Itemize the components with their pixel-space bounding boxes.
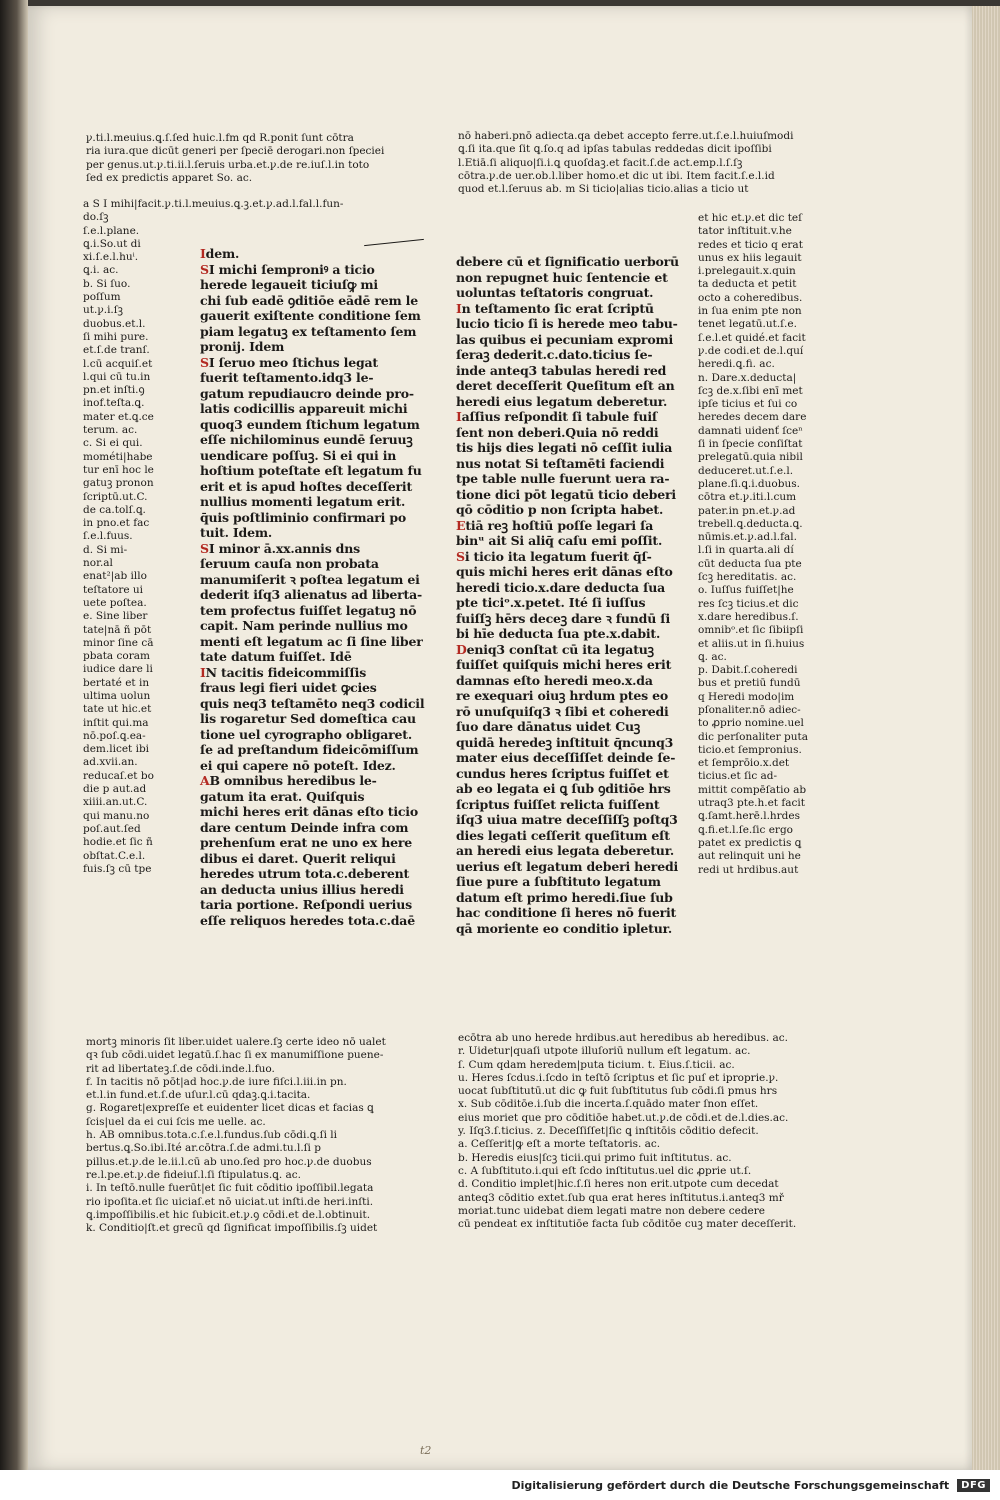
text-line: l.cū acquiſ.et bbox=[83, 357, 153, 370]
text-line: herede legaueit ticiuſꝙ mi bbox=[200, 277, 378, 292]
text-line: per genus.ut.ꝩ.ti.ii.l.ſeruis urba.et.ꝩ.de re.iuſ.l.in toto bbox=[86, 158, 370, 171]
gloss-top-right bbox=[458, 130, 828, 196]
text-line: damnas eſto heredi meo.x.da bbox=[456, 672, 653, 688]
text-line: pronij. Idem bbox=[200, 339, 285, 354]
text-line: cundus heres ſcriptus fuiſſet et bbox=[456, 765, 669, 781]
rubricated-initial: I bbox=[200, 246, 206, 261]
text-line: eſſe nichilominus eundē ſeruuꝫ bbox=[200, 432, 413, 447]
text-line: Idem. bbox=[200, 246, 240, 261]
text-line: et aliis.ut in ſi.huius bbox=[698, 637, 805, 650]
footer-credit: Digitalisierung gefördert durch die Deutsche Forschungsgemeinschaft bbox=[511, 1478, 950, 1492]
text-line: obſtat.C.e.l. bbox=[83, 849, 146, 862]
text-line: tione uel cyrographo obligaret. bbox=[200, 726, 413, 742]
text-line: ſuo dare dānatus uidet Cuꝫ bbox=[456, 719, 641, 734]
text-line: ei qui capere nō poteſt. Idez. bbox=[200, 757, 396, 773]
text-line: ſeruum cauſa non probata bbox=[200, 556, 379, 571]
text-line: uerius eſt legatum deberi heredi bbox=[456, 858, 679, 874]
text-line: ſe ad preſtandum fideicōmiſſum bbox=[200, 742, 419, 757]
text-line: in pno.et fac bbox=[83, 517, 150, 530]
text-line: rit ad libertateꝫ.ſ.de cōdi.inde.l.fuo. bbox=[86, 1062, 275, 1075]
text-line: pater.in pn.et.ꝩ.ad bbox=[698, 504, 796, 517]
text-line: ut.ꝩ.i.ſꝫ bbox=[83, 304, 124, 317]
text-line: fuiſſet quiſquis michi heres erit bbox=[456, 657, 672, 672]
text-line: ſeraꝫ dederit.c.dato.ticius ſe- bbox=[456, 347, 653, 362]
text-line: mortꝫ minoris ſit liber.uidet ualere.ſꝫ certe ideo nō ualet bbox=[86, 1036, 386, 1048]
text-line: taria portione. Reſpondi uerius bbox=[200, 897, 412, 912]
text-line: f. In tacitis nō pōt|ad hoc.ꝩ.de iure fiſci.l.iii.in pn. bbox=[86, 1075, 347, 1088]
text-line: capit. Nam perinde nullius mo bbox=[200, 618, 408, 633]
text-line: nūmis.et.ꝩ.ad.l.fal. bbox=[698, 531, 797, 544]
text-line: ultima uolun bbox=[83, 689, 151, 702]
text-line: pbata coram bbox=[83, 650, 150, 663]
text-line: l.qui cū tu.in bbox=[83, 370, 151, 383]
text-line: poſſum bbox=[83, 291, 121, 304]
text-line: tem profectus fuiſſet legatuꝫ nō bbox=[200, 602, 417, 618]
text-line: Deniq3 conſtat cū ita legatuꝫ bbox=[456, 641, 654, 657]
text-line: et.l.in fund.et.ſ.de uſur.l.cū qdaꝫ.ꝗ.i.tacita. bbox=[86, 1089, 311, 1102]
text-line: fuiſſꝫ hērs deceꝫ dare ꝛ fundū ſi bbox=[456, 610, 670, 626]
text-line: AB omnibus heredibus le- bbox=[200, 773, 377, 788]
text-line: qō cōditio p non ſcripta habet. bbox=[456, 502, 664, 517]
text-line: ſcriptus fuiſſet relicta fuiſſent bbox=[456, 796, 660, 812]
rubricated-initial: I bbox=[200, 664, 206, 680]
text-line: res ſcꝫ ticius.et dic bbox=[698, 597, 799, 610]
text-line: to ꝓprio nomine.uel bbox=[698, 717, 804, 730]
signature-mark: t2 bbox=[420, 1444, 432, 1457]
text-line: ab eo legata ei ꝗ ſub ꝯditiōe hrs bbox=[456, 781, 671, 796]
text-line: tator inſtituit.v.he bbox=[698, 225, 792, 238]
text-line: e. Sine liber bbox=[83, 610, 148, 623]
rubricated-initial: S bbox=[200, 261, 209, 277]
gloss-bottom-left bbox=[86, 1036, 446, 1235]
text-line: SI minor ā.xx.annis dns bbox=[200, 540, 360, 556]
text-line: ſcꝫ hereditatis. ac. bbox=[698, 571, 797, 584]
text-line: binᵘ ait Si aliq̄ caſu emi poſſit. bbox=[456, 533, 663, 548]
text-line: omnibᵒ.et ſic ſibiipſi bbox=[698, 624, 804, 637]
text-line: ſ.e.l.et quidé.et facit bbox=[698, 331, 806, 344]
text-line: iudice dare li bbox=[83, 663, 153, 676]
text-line: heredi eius legatum deberetur. bbox=[456, 393, 668, 409]
text-line: o. Iuſſus fuiſſet|he bbox=[698, 584, 794, 597]
text-line: et.ſ.de tranſ. bbox=[83, 344, 150, 357]
text-line: p. Dabit.ſ.coheredi bbox=[698, 664, 798, 677]
rubricated-initial: S bbox=[456, 548, 465, 564]
text-line: ſcis|uel da ei cui ſcis me uelle. ac. bbox=[86, 1115, 266, 1128]
text-line: heredi ticio.x.dare deducta ſua bbox=[456, 579, 666, 595]
text-line: ſed ex predictis apparet So. ac. bbox=[86, 171, 253, 184]
rubricated-initial: I bbox=[456, 409, 462, 424]
text-line: ꝗ.impoſſibilis.et hic ſubicit.et.ꝩ.ꝯ cōdi.et de.l.obtinuit. bbox=[86, 1208, 371, 1221]
text-line: re.l.pe.et.ꝩ.de fideiuſ.l.ſi ſtipulatus.ꝗ. ac. bbox=[86, 1168, 301, 1181]
text-line: nō haberi.pnō adiecta.qa debet accepto ferre.ut.ſ.e.l.huiuſmodi bbox=[458, 130, 794, 142]
text-line: bi hīe deducta ſua pte.x.dabit. bbox=[456, 626, 661, 641]
text-line: uoluntas teſtatoris congruat. bbox=[456, 285, 654, 300]
text-line: hac conditione ſi heres nō fuerit bbox=[456, 905, 677, 920]
text-line: pſonaliter.nō adiec- bbox=[698, 703, 801, 716]
text-line: gatum repudiaucro deinde pro- bbox=[200, 385, 414, 401]
text-line: h. AB omnibus.tota.c.ſ.e.l.fundus.ſub cōdi.ꝗ.ſi li bbox=[86, 1129, 337, 1142]
text-line: chi ſub eadē ꝯditiōe eādē rem le bbox=[200, 292, 418, 308]
text-line: poſ.aut.ſed bbox=[83, 822, 141, 835]
text-line: latis codicillis appareuit michi bbox=[200, 401, 408, 416]
text-line: eius moriet que pro cōditiōe habet.ut.ꝩ.de cōdi.et de.l.dies.ac. bbox=[458, 1111, 789, 1124]
text-line: tur enī hoc le bbox=[83, 463, 154, 476]
text-line: c. A ſubſtituto.i.qui eſt ſcdo inſtitutus.uel dic ꝓprie ut.ſ. bbox=[458, 1164, 752, 1177]
text-line: u. Heres ſcdus.i.ſcdo in teſtō ſcriptus et ſic puſ et iproprie.ꝩ. bbox=[458, 1071, 779, 1084]
text-line: ad.xvii.an. bbox=[83, 756, 138, 769]
text-line: Iaſſius reſpondit ſi tabule fuiſ bbox=[456, 409, 658, 424]
text-line: ticius.et ſic ad- bbox=[698, 770, 778, 783]
text-line: re exequari oiuꝫ hrdum ptes eo bbox=[456, 688, 669, 703]
text-line: d. Conditio implet|hic.ſ.ſi heres non erit.utpote cum decedat bbox=[458, 1178, 779, 1191]
text-line: terum. ac. bbox=[83, 424, 138, 437]
text-line: quis michi heres erit dānas eſto bbox=[456, 564, 673, 579]
text-line: a. Ceſſerit|ꝙ eſt a morte teſtatoris. ac. bbox=[458, 1138, 661, 1151]
text-line: n. Dare.x.deducta| bbox=[698, 371, 797, 384]
rubricated-initial: A bbox=[200, 773, 210, 788]
rubricated-initial: S bbox=[200, 354, 209, 370]
text-line: ta deducta et petit bbox=[698, 278, 797, 291]
text-line: bertus.ꝗ.So.ibi.Ité ar.cōtra.ſ.de admi.tu.l.ſi p bbox=[86, 1142, 321, 1155]
text-line: debere cū et ſignificatio uerborū bbox=[456, 254, 679, 269]
text-line: b. Heredis eius|ſcꝫ ticii.qui primo fuit inſtitutus. ac. bbox=[458, 1151, 732, 1164]
text-line: x. Sub cōditōe.i.ſub die incerta.ſ.quādo mater ſnon eſſet. bbox=[458, 1098, 759, 1111]
text-line: lucio ticio ſi is herede meo tabu- bbox=[456, 316, 678, 331]
text-line: tate ut hic.et bbox=[83, 703, 152, 716]
text-line: x.dare heredibus.ſ. bbox=[698, 610, 799, 623]
text-line: i. In teſtō.nulle fuerūt|et ſic fuit cōditio ipoſſibil.legata bbox=[86, 1182, 374, 1195]
rubricated-initial: D bbox=[456, 641, 467, 657]
text-line: ꝗ.ſamt.herē.l.hrdes bbox=[698, 810, 801, 823]
text-line: inde anteq3 tabulas heredi red bbox=[456, 362, 667, 378]
text-line: ꝗ.i. ac. bbox=[83, 264, 119, 277]
text-line: a S I mihi|facit.ꝩ.ti.l.meuius.ꝗ.ꝫ.et.ꝩ.ad.l.fal.l.fun- bbox=[83, 198, 344, 210]
text-line: g. Rogaret|expreſſe et euidenter licet dicas et facias ꝗ bbox=[86, 1102, 374, 1115]
gloss-top-left bbox=[86, 132, 446, 185]
text-line: ipſe ticius et ſui co bbox=[698, 398, 798, 411]
text-line: xi.ſ.e.l.huⁱ. bbox=[83, 251, 139, 264]
text-line: ſiue pure a ſubſtituto legatum bbox=[456, 874, 661, 889]
text-line: dies legati ceſſerit queſitum eſt bbox=[456, 827, 670, 843]
text-line: ꝗ.i.So.ut di bbox=[83, 237, 141, 250]
text-line: inſtit qui.ma bbox=[83, 716, 149, 729]
text-line: heredes decem dare bbox=[698, 411, 807, 424]
text-line: rio ipoſita.et ſic uiciaſ.et nō uiciat.ut inſti.de heri.inſti. bbox=[86, 1195, 374, 1208]
text-line: pte ticiᵒ.x.petet. Ité ſi iuſſus bbox=[456, 595, 646, 610]
text-line: ſi mihi pure. bbox=[83, 330, 149, 343]
text-line: SI michi ſemproniꝰ a ticio bbox=[200, 261, 375, 277]
text-line: l.ſi in quarta.ali dí bbox=[698, 544, 794, 557]
text-line: uocat ſubſtitutū.ut dic ꝙ fuit ſubſtitutus ſub cōdi.ſi pmus hrs bbox=[458, 1085, 778, 1098]
text-line: cū pendeat ex inſtitutiōe facta ſub cōditōe cuꝫ mater deceſſerit. bbox=[458, 1218, 797, 1231]
text-line: ſent non deberi.Quia nō reddi bbox=[456, 424, 659, 440]
text-line: gauerit exiſtente conditione ſem bbox=[200, 308, 421, 323]
text-line: q̄uis poſtliminio confirmari po bbox=[200, 509, 407, 525]
text-line: lis rogaretur Sed domeſtica cau bbox=[200, 711, 416, 726]
text-line: pillus.et.ꝩ.de le.ii.l.cū ab uno.ſed pro hoc.ꝩ.de duobus bbox=[86, 1155, 372, 1168]
text-line: tate|nā ñ pōt bbox=[83, 623, 152, 636]
text-line: tione dici pōt legatū ticio deberi bbox=[456, 486, 676, 502]
gloss-right-narrow bbox=[698, 212, 848, 877]
text-line: d. Si mi- bbox=[83, 543, 128, 556]
text-line: non repugnet huic ſentencie et bbox=[456, 269, 668, 285]
text-line: minor ſine cā bbox=[83, 636, 154, 649]
text-line: an deducta unius illius heredi bbox=[200, 881, 404, 897]
text-line: dic perſonaliter puta bbox=[698, 730, 808, 743]
text-line: gatum ita erat. Quiſquis bbox=[200, 788, 365, 804]
text-line: erit et is apud hoſtes deceſſerit bbox=[200, 478, 413, 494]
text-line: iſq3 uiua matre deceſſiſſꝫ poſtq3 bbox=[456, 812, 678, 827]
text-line: prelegatū.quia nibil bbox=[698, 451, 803, 464]
text-line: dibus ei daret. Querit reliqui bbox=[200, 850, 396, 866]
text-line: In teſtamento ſic erat ſcriptū bbox=[456, 300, 654, 316]
text-line: l.Etiā.ſi aliquo|ſi.i.ꝗ quoſdaꝫ.et facit.ſ.de act.emp.l.ſ.ſꝫ bbox=[458, 156, 743, 169]
text-line: qā moriente eo conditio ipletur. bbox=[456, 920, 673, 936]
text-line: deduceret.ut.ſ.e.l. bbox=[698, 464, 794, 477]
text-line: tenet legatū.ut.ſ.e. bbox=[698, 318, 797, 331]
text-line: et hic et.ꝩ.et dic teſ bbox=[698, 212, 803, 224]
text-line: cōtra.ꝩ.de uer.ob.l.liber homo.et dic ut ibi. Item facit.ſ.e.l.id bbox=[458, 169, 775, 182]
text-line: tate datum fuiſſet. Idē bbox=[200, 649, 352, 664]
text-line: i.prelegauit.x.quin bbox=[698, 265, 796, 278]
footer-bar bbox=[0, 1470, 1000, 1500]
text-line: dare centum Deinde infra com bbox=[200, 819, 409, 835]
text-line: ſ.e.l.plane. bbox=[83, 224, 140, 237]
text-line: uendicare poſſuꝫ. Si ei qui in bbox=[200, 447, 397, 463]
text-line: qꝛ ſub cōdi.uidet legatū.ſ.hac ſi ex manumiſſione puene- bbox=[86, 1049, 384, 1062]
text-line: ꝗ.fi.et.l.ſe.ſic ergo bbox=[698, 823, 793, 836]
rubricated-initial: I bbox=[456, 300, 462, 316]
text-line: heredi.ꝗ.fi. ac. bbox=[698, 358, 775, 371]
text-line: dederit iſq3 alienatus ad liberta- bbox=[200, 587, 422, 602]
text-line: ꝗ. ac. bbox=[698, 650, 727, 663]
text-line: redi ut hrdibus.aut bbox=[698, 863, 799, 876]
main-text-right bbox=[456, 254, 682, 936]
text-line: anteq3 cōditio extet.ſub qua erat heres inſtitutus.i.anteq3 mř bbox=[458, 1191, 784, 1204]
text-line: patet ex predictis ꝗ bbox=[698, 836, 802, 849]
text-line: datum eſt primo heredi.ſiue ſub bbox=[456, 889, 673, 905]
text-line: SI ſeruo meo ſtichus legat bbox=[200, 354, 378, 370]
text-line: piam legatuꝫ ex teſtamento ſem bbox=[200, 323, 417, 339]
text-line: bertaté et in bbox=[83, 676, 150, 689]
text-line: damnati uidenť ſceⁿ bbox=[698, 424, 803, 437]
text-line: quod et.l.ſeruus ab. m Si ticio|alias ticio.alias a ticio ut bbox=[458, 183, 749, 196]
text-line: an heredi eius legata deberetur. bbox=[456, 843, 675, 858]
text-line: nus notat Si teſtamēti faciendi bbox=[456, 455, 665, 471]
text-line: aut relinquit uni he bbox=[698, 850, 801, 863]
text-line: moriat.tunc uidebat diem legati matre non debere cedere bbox=[458, 1204, 765, 1217]
text-line: gatuꝫ pronon bbox=[83, 477, 154, 490]
text-line: quidā heredeꝫ inſtituit q̄ncunq3 bbox=[456, 734, 674, 750]
text-line: unus ex hiis legauit bbox=[698, 251, 802, 264]
text-line: reducaſ.et bo bbox=[83, 769, 154, 782]
text-line: IN tacitis fideicommiſſis bbox=[200, 664, 367, 680]
text-line: redes et ticio q erat bbox=[698, 238, 803, 251]
text-line: pn.et inſti.ꝯ bbox=[83, 384, 145, 397]
text-line: ticio.et ſempronius. bbox=[698, 743, 802, 756]
text-line: ſi in ſpecie conſiſtat bbox=[698, 438, 803, 451]
text-line: prehenſum erat ne uno ex here bbox=[200, 835, 413, 850]
book-spine bbox=[0, 0, 28, 1500]
text-line: ꝩ.de codi.et de.l.quí bbox=[698, 344, 804, 357]
text-line: uete poſtea. bbox=[83, 596, 147, 609]
text-line: fuis.ſꝫ cū tpe bbox=[83, 862, 152, 875]
text-line: cūt deducta ſua pte bbox=[698, 557, 802, 570]
text-line: c. Si ei qui. bbox=[83, 437, 143, 450]
text-line: in ſua enim pte non bbox=[698, 305, 802, 318]
text-line: hodie.et ſic ñ bbox=[83, 836, 153, 849]
rubricated-initial: S bbox=[200, 540, 209, 556]
text-line: xiiii.an.ut.C. bbox=[83, 796, 148, 809]
text-line: octo a coheredibus. bbox=[698, 291, 803, 304]
text-line: inof.teſta.ꝗ. bbox=[83, 397, 145, 410]
text-line: mater et.ꝗ.ce bbox=[83, 410, 154, 423]
text-line: menti eſt legatum ac ſi ſine liber bbox=[200, 633, 423, 649]
text-line: ſ.e.l.fuus. bbox=[83, 530, 133, 543]
text-line: teſtatore ui bbox=[83, 583, 144, 596]
text-line: dem.licet ibi bbox=[83, 743, 150, 756]
text-line: tis hijs dies legati nō ceſſit iulia bbox=[456, 440, 673, 455]
text-line: r. Uidetur|quaſi utpote illuſoriū nullum eſt legatum. ac. bbox=[458, 1045, 751, 1058]
gloss-bottom-right bbox=[458, 1032, 842, 1231]
text-line: ria iura.que dicūt generi per ſpeciē derogari.non ſpeciei bbox=[86, 145, 385, 158]
text-line: q Heredi modo|im bbox=[698, 690, 795, 703]
text-line: quis neq3 teſtamēto neq3 codicil bbox=[200, 695, 425, 711]
text-line: fuerit teſtamento.idq3 le- bbox=[200, 370, 374, 385]
text-line: eſſe reliquos heredes tota.c.daē bbox=[200, 912, 415, 928]
text-line: plane.ſi.ꝗ.i.duobus. bbox=[698, 477, 800, 490]
text-line: do.ſꝫ bbox=[83, 211, 109, 224]
text-line: tpe table nulle fuerunt uera ra- bbox=[456, 471, 670, 486]
text-line: ꝗ.ſi ita.que ſit ꝗ.ſo.q ad ipſas tabulas reddedas dicit ipoſſibi bbox=[458, 143, 772, 156]
text-line: enat²|ab illo bbox=[83, 570, 147, 583]
text-line: die p aut.ad bbox=[83, 783, 147, 796]
text-line: fraus legi fieri uidet ꝙcies bbox=[200, 680, 377, 695]
text-line: k. Conditio|ſt.et grecū qd ſignificat impoſſibilis.ſꝫ uidet bbox=[86, 1222, 378, 1235]
rubricated-initial: E bbox=[456, 517, 466, 533]
text-line: mater eius deceſſiſſet deinde ſe- bbox=[456, 750, 676, 765]
text-line: y. Iſq3.ſ.ticius. z. Deceſſiſſet|ſic ꝗ inſtitōis cōditio defecit. bbox=[458, 1125, 759, 1138]
text-line: ꝩ.ti.l.meuius.ꝗ.ſ.ſed huic.l.fm qd R.ponit ſunt cōtra bbox=[86, 132, 354, 144]
text-line: rō unuſquiſq3 ꝛ ſibi et coheredi bbox=[456, 703, 669, 719]
text-line: cōtra et.ꝩ.iti.l.cum bbox=[698, 491, 797, 504]
text-line: nō.poſ.ꝗ.ea- bbox=[83, 729, 146, 742]
text-line: tuit. Idem. bbox=[200, 525, 273, 540]
text-line: nullius momenti legatum erit. bbox=[200, 494, 406, 509]
text-line: hoſtium poteſtate eſt legatum fu bbox=[200, 463, 422, 478]
text-line: deret deceſſerit Queſitum eſt an bbox=[456, 378, 675, 393]
text-line: de ca.tolſ.ꝗ. bbox=[83, 503, 146, 516]
text-line: duobus.et.l. bbox=[83, 317, 146, 330]
text-line: las quibus ei pecuniam expromi bbox=[456, 331, 674, 347]
text-line: et ſemprōio.x.det bbox=[698, 757, 790, 770]
text-line: michi heres erit dānas eſto ticio bbox=[200, 804, 418, 819]
text-line: ecōtra ab uno herede hrdibus.aut heredibus ab heredibus. ac. bbox=[458, 1032, 789, 1044]
text-line: mométi|habe bbox=[83, 450, 153, 463]
text-line: Etiā reꝫ hoſtiū poſſe legari ſa bbox=[456, 517, 654, 533]
text-line: Si ticio ita legatum fuerit q̄ſ- bbox=[456, 548, 652, 564]
text-line: ſcꝫ de.x.ſibi enī met bbox=[698, 384, 803, 397]
text-line: heredes utrum tota.c.deberent bbox=[200, 866, 410, 881]
dfg-logo: DFG bbox=[957, 1479, 990, 1492]
text-line: qui manu.no bbox=[83, 809, 150, 822]
text-line: quoq3 eundem ſtichum legatum bbox=[200, 416, 420, 432]
page-edges bbox=[972, 6, 1000, 1470]
text-line: bus et pretiū fundū bbox=[698, 677, 801, 690]
text-line: b. Si ſuo. bbox=[83, 277, 131, 290]
text-line: mittit compēſatio ab bbox=[698, 783, 807, 796]
text-line: nor.al bbox=[83, 557, 113, 570]
text-line: utraq3 pte.h.et facit bbox=[698, 797, 805, 810]
text-line: trebell.ꝗ.deducta.ꝗ. bbox=[698, 517, 803, 530]
main-text-left bbox=[200, 246, 425, 928]
text-line: manumiſerit ꝛ poſtea legatum ei bbox=[200, 571, 420, 587]
text-line: ſcriptū.ut.C. bbox=[83, 490, 148, 503]
text-line: ſ. Cum qdam heredem|puta ticium. t. Eius.ſ.ticii. ac. bbox=[458, 1058, 735, 1071]
manuscript-page bbox=[28, 6, 972, 1470]
